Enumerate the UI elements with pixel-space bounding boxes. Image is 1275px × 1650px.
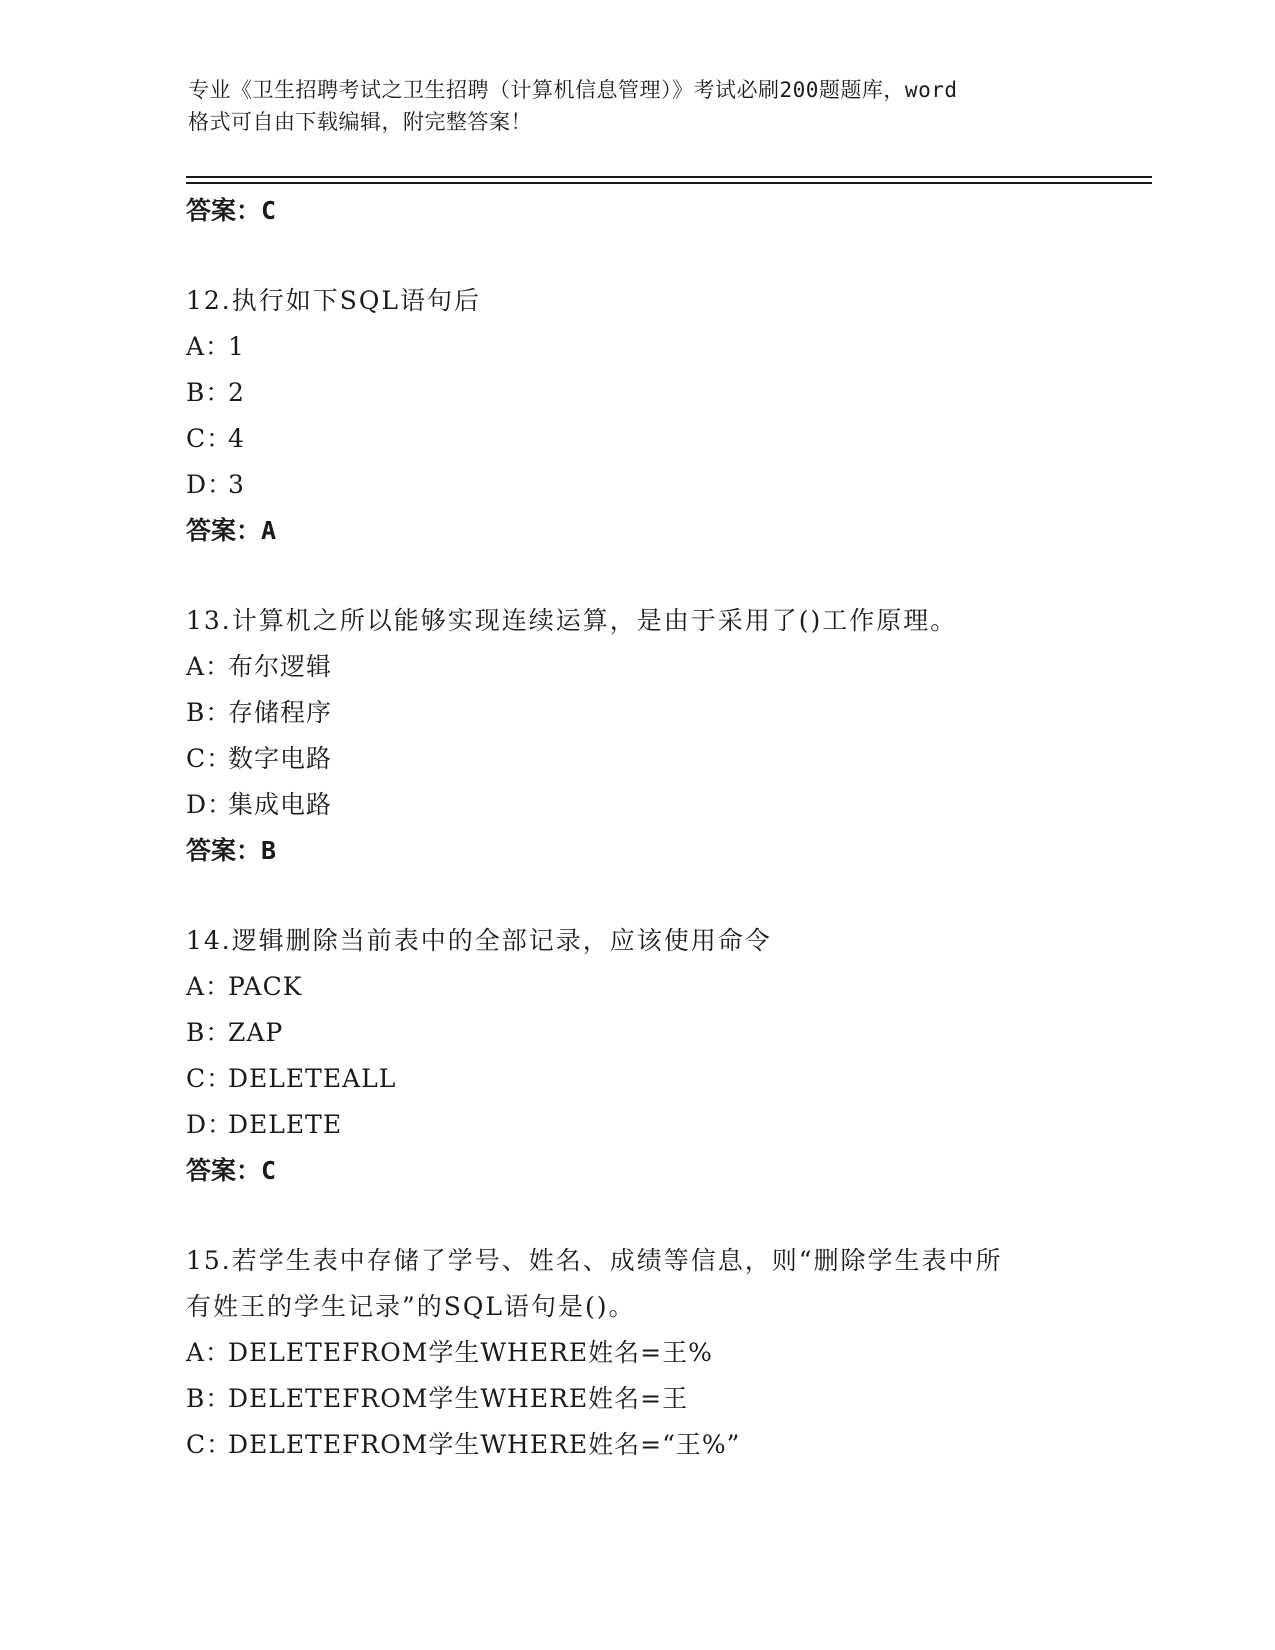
option-text: PACK: [228, 972, 303, 1001]
option-a: [186, 964, 1086, 1010]
answer-line: 答案：C: [186, 196, 277, 225]
question-14: [186, 918, 1086, 1194]
question-12: [186, 278, 1086, 554]
option-letter: A：: [186, 652, 232, 681]
option-text: 4: [228, 424, 245, 453]
option-b: [186, 1376, 1086, 1422]
option-a: [186, 1330, 1086, 1376]
option-letter: C：: [186, 1430, 233, 1459]
question-stem-line-1: 15.若学生表中存储了学号、姓名、成绩等信息，则“删除学生表中所: [186, 1246, 1003, 1275]
document-body: [186, 188, 1086, 1468]
question-13: [186, 598, 1086, 874]
question-stem: 12.执行如下SQL语句后: [186, 286, 481, 315]
header-divider-top: [186, 176, 1152, 178]
option-text: 2: [228, 378, 245, 407]
option-letter: B：: [186, 698, 232, 727]
option-text: 集成电路: [228, 790, 333, 819]
question-stem: 14.逻辑删除当前表中的全部记录，应该使用命令: [186, 926, 772, 955]
option-text: ZAP: [228, 1018, 284, 1047]
answer-line: 答案：B: [186, 836, 277, 865]
option-a: [186, 644, 1086, 690]
header-line-1: 专业《卫生招聘考试之卫生招聘（计算机信息管理）》考试必刷200题题库，word: [188, 78, 958, 102]
header-line-2: 格式可自由下载编辑，附完整答案！: [188, 110, 532, 134]
option-letter: B：: [186, 1384, 232, 1413]
option-letter: B：: [186, 378, 232, 407]
option-letter: D：: [186, 1110, 234, 1139]
option-letter: A：: [186, 972, 232, 1001]
option-text: DELETEFROM学生WHERE姓名=王: [228, 1384, 689, 1413]
question-stem: 13.计算机之所以能够实现连续运算，是由于采用了()工作原理。: [186, 606, 958, 635]
option-d: [186, 782, 1086, 828]
option-letter: C：: [186, 424, 233, 453]
option-b: [186, 1010, 1086, 1056]
document-header: [188, 74, 1108, 138]
option-c: [186, 1056, 1086, 1102]
option-text: 1: [228, 332, 245, 361]
option-letter: D：: [186, 470, 234, 499]
option-letter: A：: [186, 1338, 232, 1367]
option-text: 存储程序: [228, 698, 333, 727]
option-c: [186, 416, 1086, 462]
header-divider-bottom: [186, 182, 1152, 184]
option-c: [186, 736, 1086, 782]
question-stem-line-2: 有姓王的学生记录”的SQL语句是()。: [186, 1292, 636, 1321]
option-text: DELETEALL: [228, 1064, 397, 1093]
option-d: [186, 1102, 1086, 1148]
option-letter: A：: [186, 332, 232, 361]
answer-line: 答案：C: [186, 1156, 277, 1185]
option-a: [186, 324, 1086, 370]
option-text: DELETEFROM学生WHERE姓名=“王%”: [228, 1430, 741, 1459]
option-letter: C：: [186, 1064, 233, 1093]
option-c: [186, 1422, 1086, 1468]
question-15: [186, 1238, 1086, 1468]
option-letter: B：: [186, 1018, 232, 1047]
option-letter: C：: [186, 744, 233, 773]
option-b: [186, 690, 1086, 736]
option-text: DELETE: [228, 1110, 343, 1139]
option-letter: D：: [186, 790, 234, 819]
answer-line: 答案：A: [186, 516, 277, 545]
option-text: 3: [228, 470, 245, 499]
option-text: 布尔逻辑: [228, 652, 333, 681]
option-d: [186, 462, 1086, 508]
option-text: 数字电路: [228, 744, 333, 773]
option-b: [186, 370, 1086, 416]
option-text: DELETEFROM学生WHERE姓名=王%: [228, 1338, 713, 1367]
